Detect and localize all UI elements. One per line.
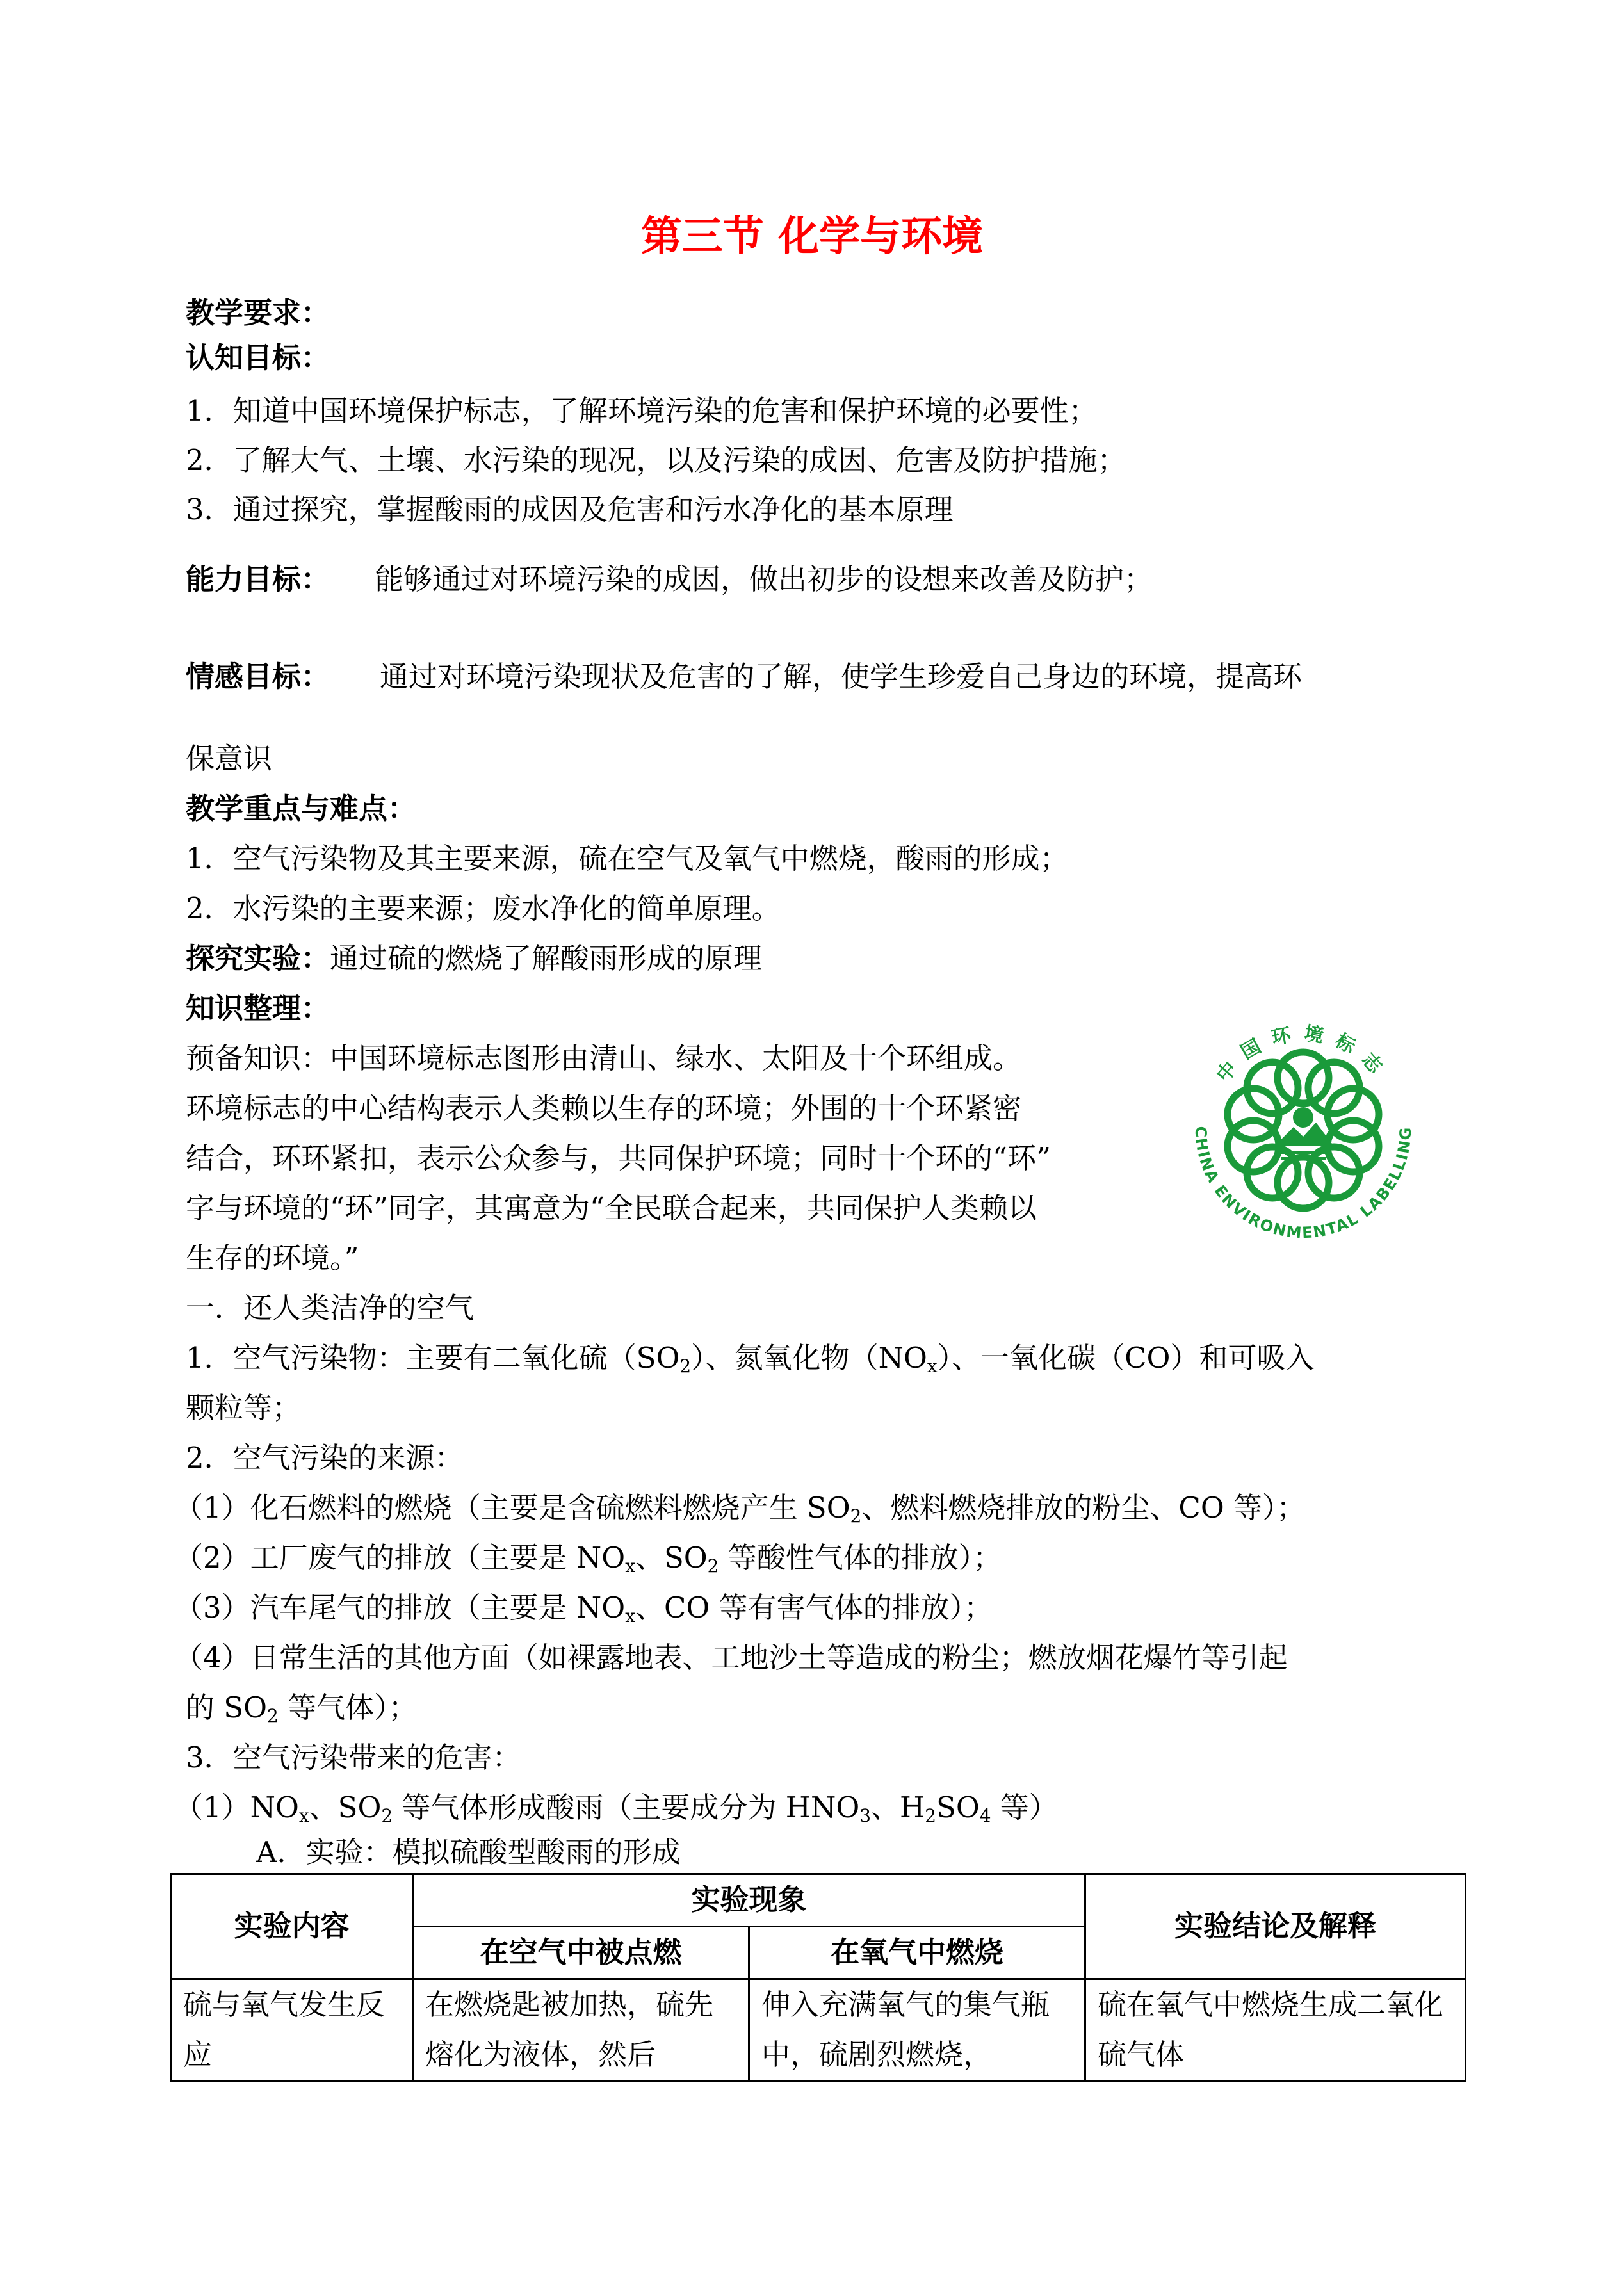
header-experiment-content: 实验内容 (171, 1874, 413, 1979)
header-burn-in-oxygen: 在氧气中燃烧 (749, 1926, 1085, 1979)
section1-p1-cont: 颗粒等； (186, 1391, 302, 1425)
china-environmental-label-logo (1175, 1002, 1431, 1258)
key-point-item: 1．空气污染物及其主要来源，硫在空气及氧气中燃烧，酸雨的形成； (186, 841, 1069, 875)
knowledge-line: 字与环境的“环”同字，其寓意为“全民联合起来，共同保护人类赖以 (186, 1191, 1037, 1225)
key-point-item: 2．水污染的主要来源；废水净化的简单原理。 (186, 891, 781, 925)
harm-item-1: $(1)NO_x$、$SO_2$ 等气体形成酸雨（主要成分为 $HNO_3$、$H_2SO_4$ 等） (174, 1790, 1058, 1826)
experiment-text: 通过硫的燃烧了解酸雨形成的原理 (330, 941, 763, 975)
table-cell: 伸入充满氧气的集气瓶中，硫剧烈燃烧， (749, 1979, 1085, 2082)
ability-goal (186, 562, 1153, 597)
knowledge-heading: 知识整理： (186, 991, 330, 1025)
section1-p2: 2．空气污染的来源： (186, 1441, 464, 1475)
emotion-goal-text: 通过对环境污染现状及危害的了解，使学生珍爱自己身边的环境，提高环 (380, 660, 1303, 693)
pollution-source-4: （4）日常生活的其他方面（如裸露地表、工地沙土等造成的粉尘；燃放烟花爆竹等引起 (174, 1641, 1288, 1675)
ability-goal-heading: 能力目标： (186, 562, 330, 596)
knowledge-line: 环境标志的中心结构表示人类赖以生存的环境；外围的十个环紧密 (186, 1091, 1022, 1125)
emotion-goal-heading: 情感目标： (186, 660, 330, 693)
knowledge-line: 结合，环环紧扣，表示公众参与，共同保护环境；同时十个环的“环” (186, 1141, 1052, 1175)
experiment-table (170, 1873, 1466, 2082)
table-cell: 在燃烧匙被加热，硫先熔化为液体，然后 (413, 1979, 749, 2082)
header-burn-in-air: 在空气中被点燃 (413, 1926, 749, 1979)
ability-goal-text: 能够通过对环境污染的成因，做出初步的设想来改善及防护； (375, 562, 1153, 596)
emotion-goal (186, 660, 1302, 694)
header-phenomena: 实验现象 (413, 1874, 1085, 1927)
experiment-heading: 探究实验： (186, 941, 330, 975)
knowledge-line: 生存的环境。” (186, 1241, 359, 1275)
table-cell: 硫在氧气中燃烧生成二氧化硫气体 (1085, 1979, 1466, 2082)
cognitive-goals-heading: 认知目标： (186, 341, 330, 375)
cognitive-goal-item: 2．了解大气、土壤、水污染的现况，以及污染的成因、危害及防护措施； (186, 443, 1126, 477)
key-points-heading: 教学重点与难点： (186, 791, 417, 825)
pollution-source-1: （1）化石燃料的燃烧（主要是含硫燃料燃烧产生 $SO_2$、燃料燃烧排放的粉尘、CO 等）； (174, 1491, 1306, 1527)
cognitive-goal-item: 3．通过探究，掌握酸雨的成因及危害和污水净化的基本原理 (186, 492, 954, 526)
section1-p3: 3．空气污染带来的危害： (186, 1740, 521, 1774)
section1-heading: 一．还人类洁净的空气 (186, 1291, 475, 1325)
experiment-label: A．实验：模拟硫酸型酸雨的形成 (256, 1835, 681, 1869)
teaching-requirements-heading: 教学要求： (186, 296, 330, 330)
page-title: 第三节 化学与环境 (640, 213, 984, 261)
logo-top-text: 中国环境标志 (1212, 1022, 1394, 1087)
knowledge-line: 预备知识：中国环境标志图形由清山、绿水、太阳及十个环组成。 (186, 1041, 1022, 1075)
table-cell: 硫与氧气发生反应 (171, 1979, 413, 2082)
pollution-source-2: （2）工厂废气的排放（主要是 $NO_x$、$SO_2$ 等酸性气体的排放）； (174, 1541, 1002, 1577)
section1-p1: 1．空气污染物：主要有二氧化硫$(SO_2)$、氮氧化物$(NO_x)$、一氧化碳（CO）和可吸入 (186, 1341, 1315, 1377)
emotion-goal-text-cont: 保意识 (186, 742, 273, 775)
pollution-source-4-cont: 的 $SO_2$ 等气体）； (186, 1691, 418, 1726)
pollution-source-3: （3）汽车尾气的排放（主要是 $NO_x$、CO 等有害气体的排放）； (174, 1591, 993, 1626)
experiment (186, 941, 762, 976)
cognitive-goal-item: 1．知道中国环境保护标志，了解环境污染的危害和保护环境的必要性； (186, 394, 1098, 428)
logo-bottom-text: CHINA ENVIRONMENTAL LABELLING (1191, 1126, 1415, 1242)
header-conclusion: 实验结论及解释 (1085, 1874, 1466, 1979)
